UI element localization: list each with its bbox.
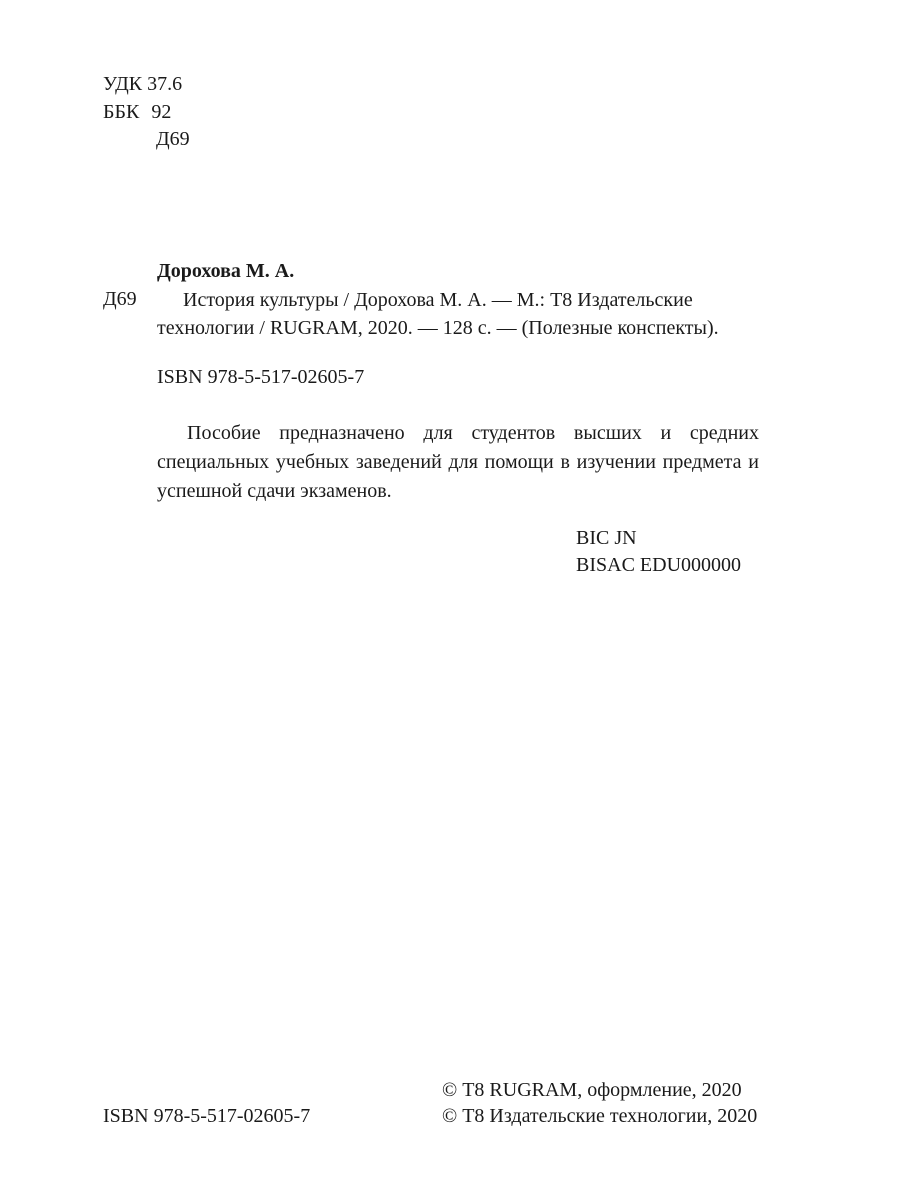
bisac-code: BISAC EDU000000 xyxy=(576,554,742,576)
copyright-publisher: © Т8 Издательские технологии, 2020 xyxy=(442,1105,758,1127)
record-author-sign: Д69 xyxy=(103,288,137,310)
annotation-text: Пособие предназначено для студентов высших и средних специальных учебных заведений для помощи в изучении предмета и успешной сдачи экзаменов. xyxy=(157,422,759,502)
bic-code: BIC JN xyxy=(576,527,637,549)
copyright-design: © Т8 RUGRAM, оформление, 2020 xyxy=(442,1079,742,1101)
udk-code: УДК 37.6 xyxy=(103,73,183,95)
bbk-value: 92 xyxy=(151,101,172,123)
bibliographic-entry xyxy=(157,286,751,342)
annotation-paragraph xyxy=(157,419,759,506)
record-author: Дорохова М. А. xyxy=(157,260,295,282)
bibliographic-description: История культуры / Дорохова М. А. — М.: Т8 Издательские технологии / RUGRAM, 2020. — 128 с. — (Полезные конспекты). xyxy=(157,289,719,339)
record-isbn: ISBN 978-5-517-02605-7 xyxy=(157,366,365,388)
bbk-code xyxy=(103,99,171,125)
bbk-label: ББК xyxy=(103,101,140,123)
author-sign-top: Д69 xyxy=(156,128,190,150)
footer-isbn: ISBN 978-5-517-02605-7 xyxy=(103,1105,311,1127)
